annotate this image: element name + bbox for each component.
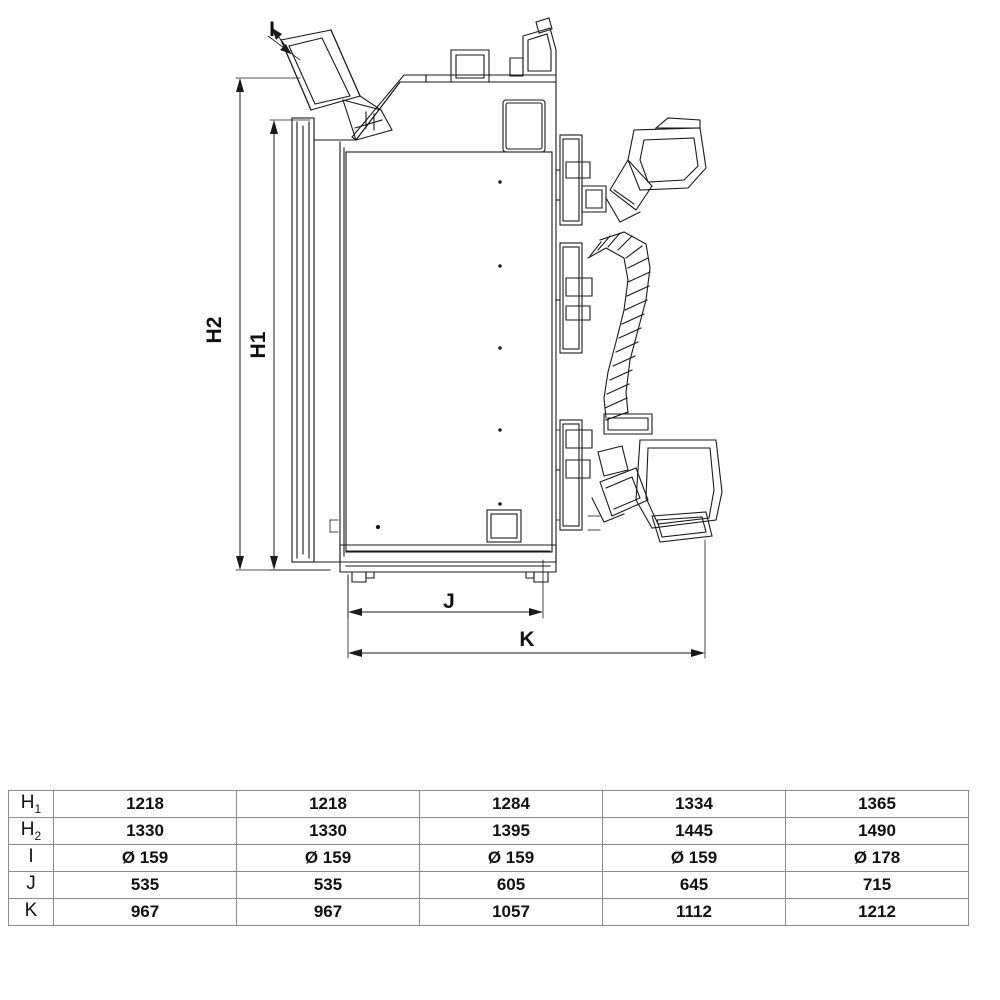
cell-i-2: Ø 159 [237,845,420,872]
row-label-text: K [24,900,38,922]
cell-j-3: 605 [420,872,603,899]
flexible-hose [588,232,652,434]
right-rail [556,135,606,530]
extension-lines [236,36,705,658]
table-row [9,872,969,899]
cell-h2-4: 1445 [603,818,786,845]
cell-k-2: 967 [237,899,420,926]
table-row [9,791,969,818]
cell-i-4: Ø 159 [603,845,786,872]
cell-h2-5: 1490 [786,818,969,845]
cell-h1-3: 1284 [420,791,603,818]
row-label-text: H [20,792,35,814]
cell-k-1: 967 [54,899,237,926]
cell-h2-3: 1395 [420,818,603,845]
cell-h1-2: 1218 [237,791,420,818]
row-label-sub: 1 [34,801,42,816]
specification-table [8,790,962,926]
cell-k-3: 1057 [420,899,603,926]
dim-label-i: I [269,18,275,41]
row-label-text: J [26,873,36,895]
dim-label-k: K [519,628,535,651]
top-nozzle [451,18,556,82]
dimension-h2 [236,78,244,570]
cell-i-3: Ø 159 [420,845,603,872]
cell-k-4: 1112 [603,899,786,926]
cell-h1-4: 1334 [603,791,786,818]
row-label-j [9,872,54,899]
cell-k-5: 1212 [786,899,969,926]
row-label-k [9,899,54,926]
dim-label-h1: H1 [247,331,270,359]
dim-label-h2: H2 [203,316,226,344]
dim-label-j: J [443,590,455,613]
cell-h1-1: 1218 [54,791,237,818]
row-label-h2 [9,818,54,845]
cell-j-1: 535 [54,872,237,899]
cell-i-5: Ø 178 [786,845,969,872]
row-label-text: H [20,819,35,841]
feeder-chute [281,30,392,140]
row-label-h1 [9,791,54,818]
cell-j-4: 645 [603,872,786,899]
cell-i-1: Ø 159 [54,845,237,872]
upper-burner [606,118,706,222]
cell-h2-1: 1330 [54,818,237,845]
row-label-sub: 2 [34,828,42,843]
row-label-i [9,845,54,872]
table-row [9,845,969,872]
table-row [9,818,969,845]
cell-j-5: 715 [786,872,969,899]
row-label-text: I [28,846,34,868]
dimension-h1 [270,120,278,570]
cell-h2-2: 1330 [237,818,420,845]
cell-j-2: 535 [237,872,420,899]
lower-burner [592,440,722,542]
cell-h1-5: 1365 [786,791,969,818]
boiler-body [292,75,556,582]
table-row [9,899,969,926]
